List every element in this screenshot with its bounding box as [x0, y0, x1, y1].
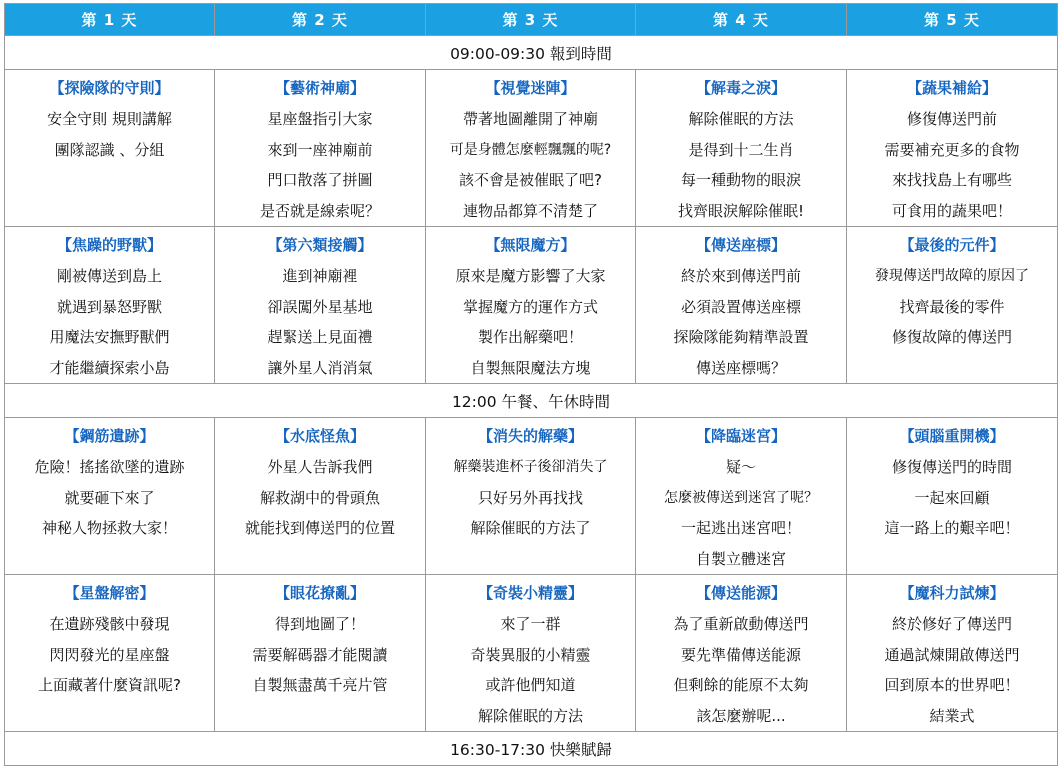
- activity-cell: [636, 418, 847, 575]
- activity-line: 帶著地圖離開了神廟: [462, 110, 598, 128]
- activity-title: 【視覺迷陣】: [485, 79, 576, 97]
- activity-line: 自製無盡萬千亮片管: [252, 676, 388, 694]
- activity-cell: [5, 418, 215, 575]
- activity-cell: [426, 418, 636, 575]
- activity-line: 團隊認識 、分組: [54, 140, 165, 159]
- activity-line: 只好另外再找找: [477, 488, 583, 507]
- day-header: 第 5 天: [847, 4, 1058, 36]
- activity-line: 來到一座神廟前: [267, 140, 373, 159]
- afternoon-session-1: [5, 418, 1058, 575]
- activity-title: 【傳送能源】: [695, 584, 786, 602]
- activity-title: 【魔科力試煉】: [899, 584, 1005, 602]
- day-header: 第 2 天: [215, 4, 426, 36]
- morning-session-1: [5, 70, 1058, 227]
- activity-cell: [847, 227, 1058, 384]
- activity-line: 自製立體迷宮: [695, 549, 786, 568]
- activity-line: 解除催眠的方法: [688, 110, 794, 128]
- activity-line: 可是身體怎麼輕飄飄的呢?: [449, 141, 612, 158]
- activity-line: 就要砸下來了: [64, 488, 155, 507]
- activity-line: 危險！搖搖欲墜的遺跡: [34, 458, 185, 476]
- activity-title: 【鋼筋遺跡】: [64, 427, 155, 445]
- activity-line: 傳送座標嗎？: [695, 358, 786, 377]
- activity-title: 【奇裝小精靈】: [477, 584, 583, 602]
- activity-line: 讓外星人消消氣: [267, 358, 373, 377]
- activity-line: 可食用的蔬果吧！: [891, 201, 1012, 220]
- activity-line: 終於修好了傳送門: [891, 615, 1012, 633]
- day-header: 第 1 天: [5, 4, 215, 36]
- activity-line: 用魔法安撫野獸們: [49, 328, 170, 346]
- activity-cell: [847, 418, 1058, 575]
- activity-title: 【眼花撩亂】: [274, 584, 365, 602]
- closing-row: [5, 732, 1058, 766]
- activity-line: 需要解碼器才能閱讀: [252, 645, 388, 664]
- activity-title: 【焦躁的野獸】: [56, 236, 162, 254]
- activity-line: 解除催眠的方法了: [470, 519, 591, 537]
- activity-line: 修復傳送門的時間: [891, 458, 1012, 476]
- activity-line: 來找找島上有哪些: [891, 171, 1012, 189]
- activity-line: 是否就是線索呢？: [259, 201, 380, 220]
- activity-cell: [636, 70, 847, 227]
- activity-line: 就能找到傳送門的位置: [244, 519, 395, 537]
- activity-line: 找齊眼淚解除催眠!: [677, 201, 804, 220]
- activity-line: 就遇到暴怒野獸: [56, 297, 162, 316]
- activity-line: 但剩餘的能原不太夠: [673, 676, 809, 694]
- day-header-row: [5, 4, 1058, 36]
- activity-line: 門口散落了拼圖: [267, 171, 373, 189]
- activity-title: 【第六類接觸】: [267, 236, 373, 254]
- activity-line: 修復故障的傳送門: [891, 328, 1012, 346]
- activity-line: 奇裝異服的小精靈: [470, 645, 591, 664]
- checkin-time: 09:00-09:30 報到時間: [5, 36, 1058, 70]
- activity-cell: [847, 70, 1058, 227]
- activity-cell: [215, 418, 426, 575]
- activity-cell: [636, 227, 847, 384]
- lunch-time: 12:00 午餐、午休時間: [5, 384, 1058, 418]
- activity-line: 這一路上的艱辛吧！: [884, 519, 1020, 537]
- activity-line: 該不會是被催眠了吧?: [459, 171, 602, 189]
- activity-title: 【水底怪魚】: [274, 427, 365, 445]
- activity-line: 連物品都算不清楚了: [462, 201, 598, 220]
- activity-line: 解藥裝進杯子後卻消失了: [453, 459, 608, 475]
- afternoon-session-2: [5, 575, 1058, 732]
- activity-line: 發現傳送門故障的原因了: [875, 268, 1029, 284]
- activity-line: 怎麼被傳送到迷宮了呢？: [664, 489, 818, 506]
- activity-line: 一起來回顧: [914, 488, 990, 507]
- activity-title: 【藝術神廟】: [274, 79, 365, 97]
- closing-time: 16:30-17:30 快樂賦歸: [5, 732, 1058, 766]
- activity-line: 原來是魔方影響了大家: [455, 267, 606, 285]
- activity-cell: [5, 575, 215, 732]
- activity-line: 製作出解藥吧！: [477, 328, 583, 346]
- day-header: 第 3 天: [426, 4, 636, 36]
- activity-cell: [426, 227, 636, 384]
- activity-cell: [215, 70, 426, 227]
- activity-line: 探險隊能夠精準設置: [673, 328, 809, 346]
- activity-title: 【最後的元件】: [899, 236, 1005, 254]
- activity-line: 外星人告訴我們: [267, 458, 373, 476]
- day-header: 第 4 天: [636, 4, 847, 36]
- activity-line: 一起逃出迷宮吧！: [680, 519, 801, 537]
- activity-line: 必須設置傳送座標: [680, 297, 801, 316]
- activity-title: 【降臨迷宮】: [695, 427, 786, 445]
- activity-line: 是得到十二生肖: [688, 140, 794, 159]
- activity-cell: [215, 575, 426, 732]
- activity-line: 為了重新啟動傳送門: [673, 615, 809, 633]
- activity-cell: [5, 70, 215, 227]
- activity-line: 得到地圖了！: [274, 615, 365, 633]
- activity-line: 或許他們知道: [485, 676, 576, 694]
- activity-cell: [636, 575, 847, 732]
- activity-line: 修復傳送門前: [906, 110, 997, 128]
- activity-line: 安全守則 規則講解: [47, 110, 172, 128]
- activity-line: 來了一群: [500, 615, 561, 633]
- activity-line: 在遺跡殘骸中發現: [49, 615, 170, 633]
- lunch-row: [5, 384, 1058, 418]
- activity-title: 【頭腦重開機】: [899, 427, 1005, 445]
- activity-line: 解除催眠的方法: [477, 706, 583, 725]
- checkin-row: [5, 36, 1058, 70]
- activity-line: 進到神廟裡: [282, 267, 358, 285]
- activity-line: 該怎麼辦呢...: [696, 706, 786, 725]
- activity-line: 自製無限魔法方塊: [470, 358, 591, 377]
- activity-line: 每一種動物的眼淚: [680, 171, 801, 189]
- activity-line: 掌握魔方的運作方式: [462, 297, 598, 316]
- activity-line: 趕緊送上見面禮: [267, 328, 373, 346]
- activity-line: 剛被傳送到島上: [56, 267, 162, 285]
- activity-line: 終於來到傳送門前: [680, 267, 801, 285]
- activity-line: 閃閃發光的星座盤: [49, 645, 170, 664]
- activity-cell: [426, 70, 636, 227]
- activity-line: 卻誤闖外星基地: [267, 297, 373, 316]
- activity-line: 上面藏著什麼資訊呢?: [38, 676, 181, 694]
- activity-title: 【傳送座標】: [695, 236, 786, 254]
- activity-line: 要先準備傳送能源: [680, 645, 801, 664]
- activity-line: 回到原本的世界吧！: [884, 676, 1020, 694]
- activity-cell: [5, 227, 215, 384]
- activity-title: 【探險隊的守則】: [49, 79, 170, 97]
- activity-cell: [426, 575, 636, 732]
- activity-title: 【消失的解藥】: [477, 427, 583, 445]
- activity-line: 找齊最後的零件: [899, 297, 1005, 316]
- activity-title: 【蔬果補給】: [906, 79, 997, 97]
- schedule-table: [4, 3, 1058, 766]
- activity-line: 神秘人物拯救大家！: [41, 519, 177, 537]
- activity-line: 星座盤指引大家: [267, 110, 373, 128]
- activity-line: 才能繼續探索小島: [49, 358, 170, 377]
- activity-title: 【星盤解密】: [64, 584, 155, 602]
- activity-title: 【解毒之淚】: [695, 79, 786, 97]
- activity-title: 【無限魔方】: [485, 236, 576, 254]
- activity-cell: [847, 575, 1058, 732]
- activity-line: 解救湖中的骨頭魚: [259, 488, 380, 507]
- morning-session-2: [5, 227, 1058, 384]
- activity-line: 結業式: [929, 706, 975, 725]
- activity-cell: [215, 227, 426, 384]
- activity-line: 通過試煉開啟傳送門: [884, 645, 1020, 664]
- activity-line: 需要補充更多的食物: [884, 140, 1020, 159]
- activity-line: 疑～: [725, 458, 756, 476]
